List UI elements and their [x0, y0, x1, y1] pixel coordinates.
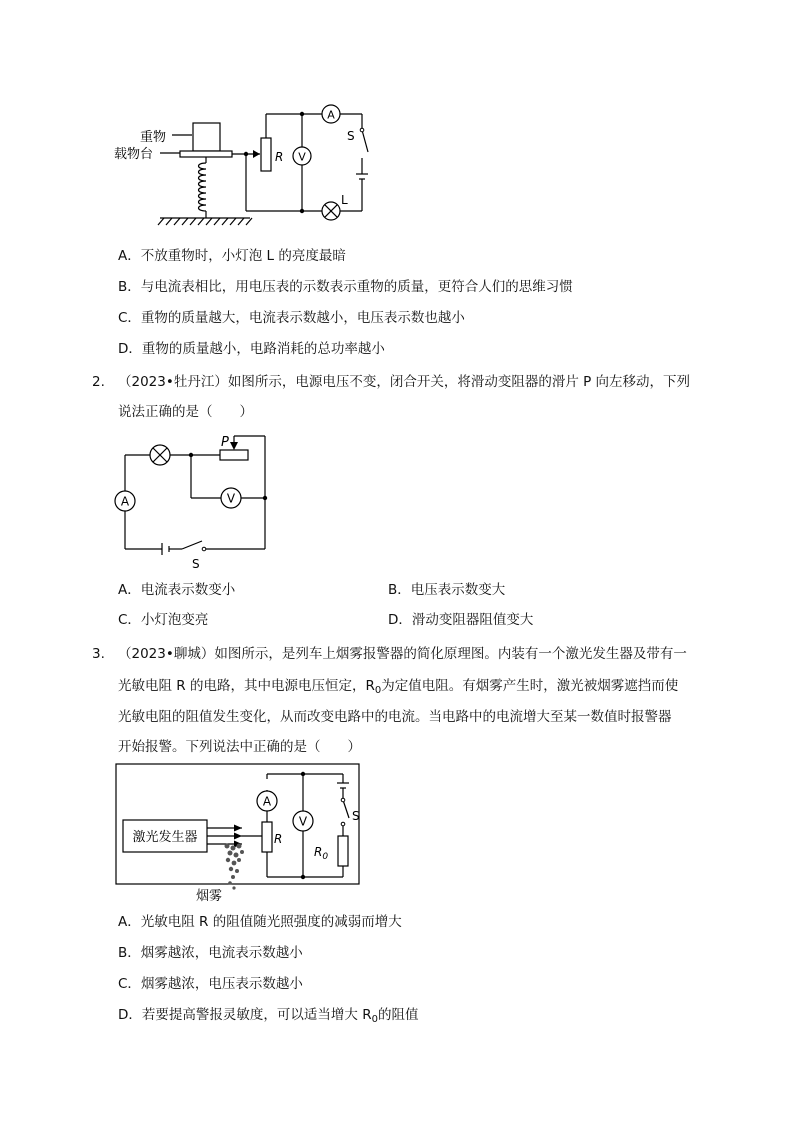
option-letter: D． — [118, 341, 142, 357]
q3-number: 3. — [92, 646, 105, 662]
q3-stem-line2 — [118, 677, 678, 700]
q3-option-c — [118, 975, 303, 993]
option-text: 的阻值 — [377, 1007, 419, 1023]
q1-option-b — [118, 278, 573, 296]
smoke-label: 烟雾 — [196, 889, 223, 904]
option-letter: B． — [388, 582, 411, 598]
platform-plate — [180, 151, 232, 157]
q3-option-d — [118, 1006, 418, 1029]
q1-option-c — [118, 309, 465, 327]
q2-stem-line2: 说法正确的是（ ） — [118, 404, 253, 420]
smoke-cloud — [225, 844, 245, 890]
voltmeter-label: V — [226, 491, 236, 506]
q1-circuit-figure — [100, 100, 400, 230]
rheostat — [220, 450, 248, 460]
fixed-resistor-r0 — [338, 836, 348, 866]
q2-option-a — [118, 581, 235, 599]
option-letter: C． — [118, 976, 141, 992]
option-letter: B． — [118, 279, 141, 295]
option-text: 重物的质量越小，电路消耗的总功率越小 — [141, 341, 385, 357]
q3-option-a — [118, 913, 402, 931]
q3-stem-line4: 开始报警。下列说法中正确的是（ ） — [118, 739, 361, 755]
option-text: 不放重物时，小灯泡 L 的亮度最暗 — [140, 248, 346, 264]
q2-option-b — [388, 581, 505, 599]
q3-stem-line1 — [118, 645, 687, 663]
q3-source: （2023•聊城） — [118, 646, 215, 662]
q1-option-a — [118, 247, 346, 265]
voltmeter-label: V — [298, 814, 308, 829]
q2-option-d — [388, 611, 533, 629]
q2-option-c — [118, 611, 208, 629]
option-text: 烟雾越浓，电流表示数越小 — [140, 945, 303, 961]
q2-source: （2023•牡丹江） — [118, 374, 228, 390]
r0-label: $R_0$ — [314, 845, 329, 862]
ammeter-label: A — [120, 494, 130, 509]
option-text: 烟雾越浓，电压表示数越小 — [140, 976, 303, 992]
ammeter-label: A — [327, 108, 335, 122]
option-letter: B． — [118, 945, 141, 961]
option-text: 重物的质量越大，电流表示数越小，电压表示数也越小 — [140, 310, 465, 326]
lamp-label: L — [341, 193, 348, 207]
photoresistor — [262, 822, 272, 852]
option-text: 若要提高警报灵敏度，可以适当增大 R — [141, 1007, 372, 1023]
option-letter: A． — [118, 248, 141, 264]
option-text: 电流表示数变小 — [140, 582, 236, 598]
resistor-label: R — [275, 150, 284, 164]
switch-label: S — [192, 557, 200, 571]
q2-circuit-figure — [110, 428, 280, 573]
subscript: 0 — [371, 1014, 378, 1025]
q3-circuit-figure — [112, 760, 368, 908]
option-text: 与电流表相比，用电压表的示数表示重物的质量，更符合人们的思维习惯 — [140, 279, 573, 295]
laser-generator-label: 激光发生器 — [132, 830, 198, 845]
resistor-label: R — [274, 832, 283, 846]
q3-option-b — [118, 944, 303, 962]
voltmeter-label: V — [298, 150, 306, 164]
weight-block — [193, 123, 220, 151]
switch-label: S — [352, 809, 360, 823]
subscript: 0 — [374, 685, 382, 696]
option-text: 滑动变阻器阻值变大 — [411, 612, 534, 628]
lamp — [322, 202, 340, 220]
q2-stem-text: 如图所示，电源电压不变，闭合开关，将滑动变阻器的滑片 P 向左移动，下列 — [227, 374, 691, 390]
ammeter-label: A — [262, 794, 272, 809]
q3-stem-line3: 光敏电阻的阻值发生变化，从而改变电路中的电流。当电路中的电流增大至某一数值时报警器 — [118, 709, 672, 725]
stem-text: 为定值电阻。有烟雾产生时，激光被烟雾遮挡而使 — [381, 678, 679, 694]
platform-label: 载物台 — [114, 147, 154, 162]
lamp — [150, 445, 170, 465]
q2-number: 2. — [92, 374, 105, 390]
option-text: 电压表示数变大 — [410, 582, 506, 598]
q2-stem-line1 — [118, 373, 690, 391]
stem-text: 光敏电阻 R 的电路，其中电源电压恒定，R — [118, 678, 375, 694]
q1-option-d — [118, 340, 385, 358]
option-letter: D． — [118, 1007, 142, 1023]
weight-label: 重物 — [140, 130, 167, 145]
switch-label: S — [347, 129, 355, 143]
option-text: 小灯泡变亮 — [140, 612, 209, 628]
slide-resistor — [261, 138, 271, 171]
option-letter: A． — [118, 582, 141, 598]
option-letter: C． — [118, 310, 141, 326]
slider-p-label: P — [221, 435, 229, 450]
option-text: 光敏电阻 R 的阻值随光照强度的减弱而增大 — [140, 914, 402, 930]
option-letter: C． — [118, 612, 141, 628]
option-letter: A． — [118, 914, 141, 930]
option-letter: D． — [388, 612, 412, 628]
spring-coil — [199, 163, 207, 211]
q3-stem-text: 如图所示，是列车上烟雾报警器的简化原理图。内装有一个激光发生器及带有一 — [214, 646, 687, 662]
